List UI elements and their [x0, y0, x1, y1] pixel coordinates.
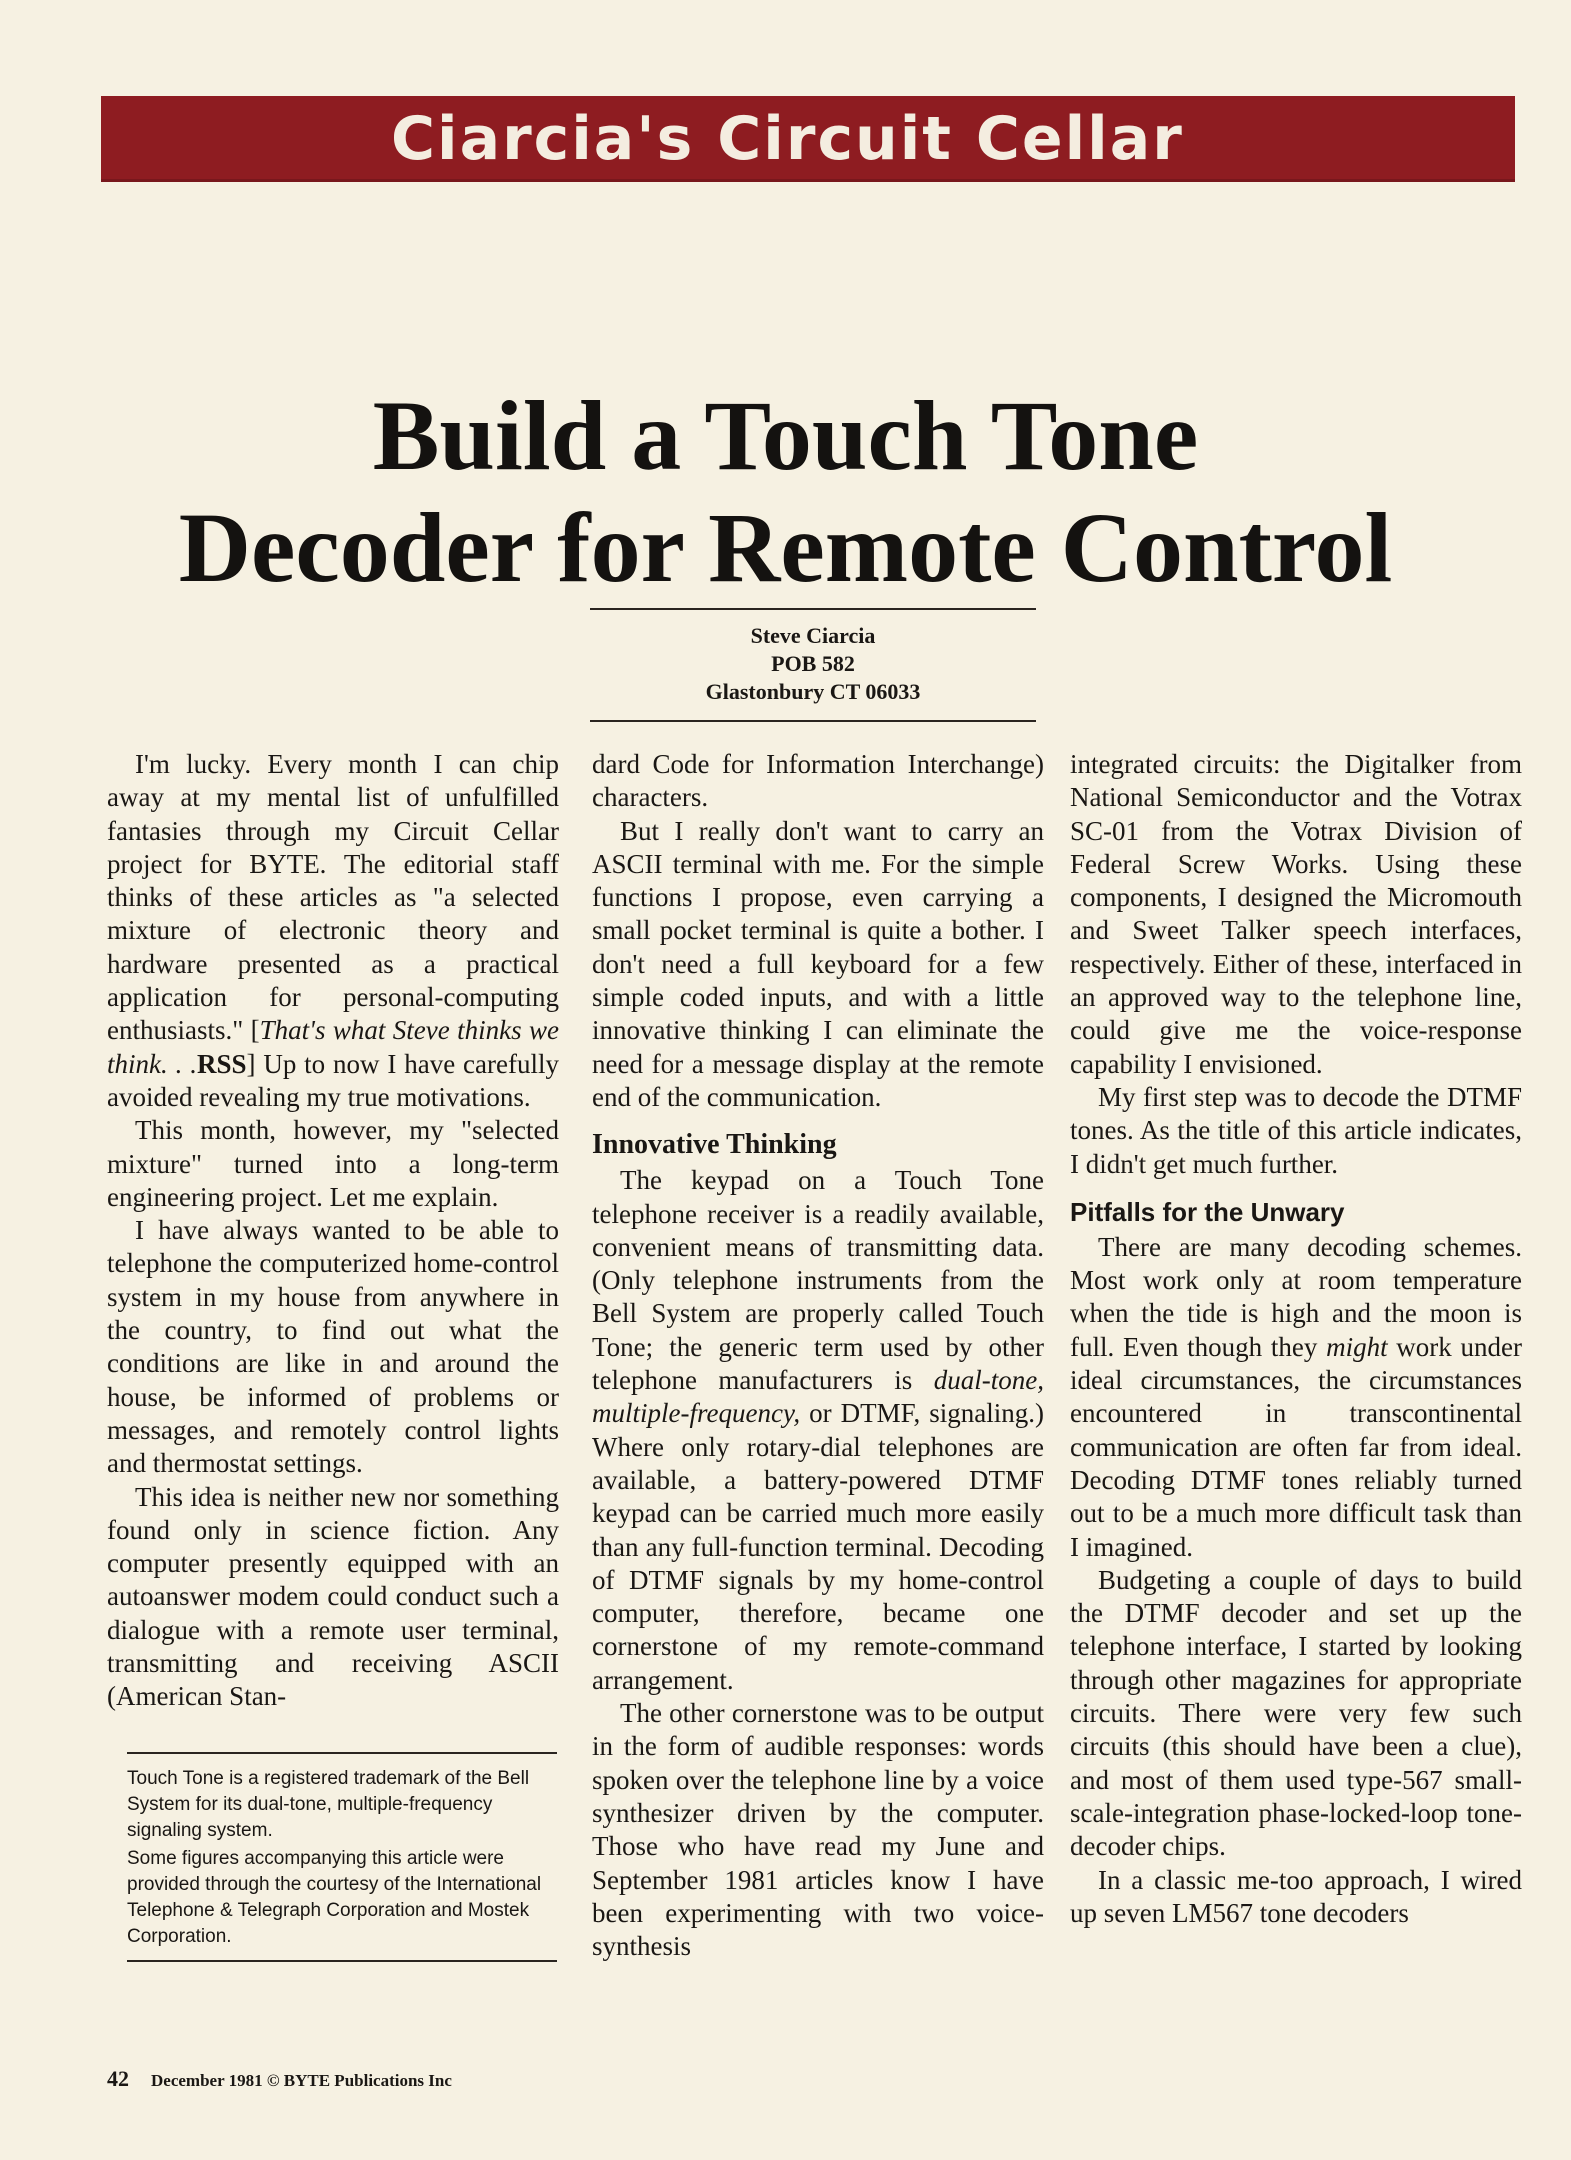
paragraph: The other cornerstone was to be output in the form of audible responses: words spoken over the telephone line by a voice synthesizer driven by the computer. Those who have read my June and September 1981 articles know I have been experimenting with two voice-synthesis	[592, 1698, 1044, 1962]
paragraph: I have always wanted to be able to telephone the computerized home-control system in my house from anywhere in the country, to find out what the conditions are like in and around the house, be informed of problems or messages, and remotely control lights and thermostat settings.	[107, 1215, 559, 1479]
footer-text: December 1981 © BYTE Publications Inc	[151, 2071, 452, 2090]
byline	[590, 608, 1036, 722]
banner-title: Ciarcia's Circuit Cellar	[391, 104, 1184, 174]
paragraph: The keypad on a Touch Tone telephone receiver is a readily available, convenient means of transmitting data. (Only telephone instruments from the Bell System are properly called Touch Tone; the generic term used by other telephone manufacturers is dual-tone, multiple-frequency, or DTMF, signaling.) Where only rotary-dial telephones are available, a battery-powered DTMF keypad can be carried much more easily than any full-function terminal. Decoding of DTMF signals by my home-control computer, therefore, became one cornerstone of my remote-command arrangement.	[592, 1165, 1044, 1695]
footnote-trademark: Touch Tone is a registered trademark of the Bell System for its dual-tone, multiple-frequency signaling system.	[127, 1768, 530, 1841]
paragraph: In a classic me-too approach, I wired up seven LM567 tone decoders	[1070, 1864, 1522, 1928]
article-headline	[0, 380, 1571, 604]
paragraph: I'm lucky. Every month I can chip away at my mental list of unfulfilled fantasies through my Circuit Cellar project for BYTE. The editorial staff thinks of these articles as "a selected mixture of electronic theory and hardware presented as a practical application for personal-computing enthusiasts." [That's what Steve thinks we think. . .RSS] Up to now I have carefully avoided revealing my true motivations.	[107, 749, 559, 1112]
editor-note-italic: That's what Steve thinks we think. . .	[107, 1015, 559, 1079]
column-3	[1070, 748, 1522, 1930]
headline-line-1: Build a Touch Tone	[372, 380, 1199, 491]
paragraph: But I really don't want to carry an ASCII terminal with me. For the simple functions I propose, even carrying a small pocket terminal is quite a bother. I don't need a full keyboard for a few simple coded inputs, and with a little innovative thinking I can eliminate the need for a message display at the remote end of the communication.	[592, 815, 1044, 1112]
headline-line-2: Decoder for Remote Control	[178, 492, 1393, 603]
section-banner	[101, 96, 1515, 182]
paragraph: There are many decoding schemes. Most work only at room temperature when the tide is high and the moon is full. Even though they might work under ideal circumstances, the circumstances encountered in transcontinental communication are often far from ideal. Decoding DTMF tones reliably turned out to be a much more difficult task than I imagined.	[1070, 1231, 1522, 1562]
column-2	[592, 748, 1044, 1963]
page-number: 42	[107, 2066, 129, 2091]
footnote-credits: Some figures accompanying this article were provided through the courtesy of the International Telephone & Telegraph Corporation and Mostek Corporation.	[127, 1848, 542, 1947]
paragraph: This month, however, my "selected mixture" turned into a long-term engineering project. Let me explain.	[107, 1115, 559, 1212]
page-footer	[107, 2066, 452, 2092]
author-address-2: Glastonbury CT 06033	[705, 679, 921, 704]
section-heading-innovative-thinking: Innovative Thinking	[592, 1129, 837, 1161]
paragraph: dard Code for Information Interchange) characters.	[592, 749, 1044, 813]
column-1	[107, 748, 559, 1714]
paragraph: integrated circuits: the Digitalker from National Semiconductor and the Votrax SC-01 from the Votrax Division of Federal Screw Works. Using these components, I designed the Micromouth and Sweet Talker speech interfaces, respectively. Either of these, interfaced in an approved way to the telephone line, could give me the voice-response capability I envisioned.	[1070, 749, 1522, 1079]
section-heading-pitfalls: Pitfalls for the Unwary	[1070, 1196, 1345, 1227]
paragraph: This idea is neither new nor something found only in science fiction. Any computer presently equipped with an autoanswer modem could conduct such a dialogue with a remote user terminal, transmitting and receiving ASCII (American Stan-	[107, 1481, 559, 1712]
footnote-box	[127, 1752, 557, 1962]
author-name: Steve Ciarcia	[750, 623, 876, 648]
author-address-1: POB 582	[771, 651, 855, 676]
editor-initials: RSS	[196, 1048, 247, 1079]
paragraph: Budgeting a couple of days to build the DTMF decoder and set up the telephone interface, I started by looking through other magazines for appropriate circuits. There were very few such circuits (this should have been a clue), and most of them used type-567 small-scale-integration phase-locked-loop tone-decoder chips.	[1070, 1564, 1522, 1862]
paragraph: My first step was to decode the DTMF tones. As the title of this article indicates, I didn't get much further.	[1070, 1081, 1522, 1179]
